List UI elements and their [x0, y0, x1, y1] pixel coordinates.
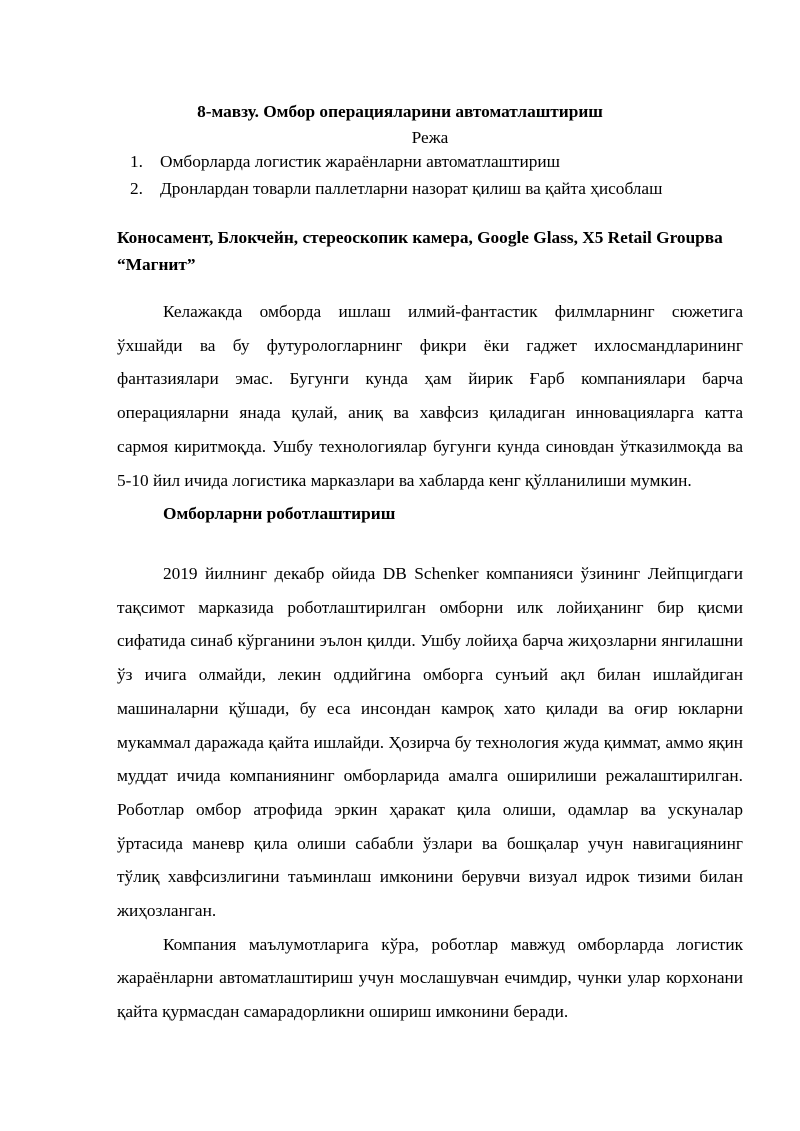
plan-item-text: Дронлардан товарли паллетларни назорат қилиш ва қайта ҳисоблаш	[160, 178, 663, 198]
body-text-block-2	[117, 557, 743, 1029]
document-title: 8-мавзу. Омбор операцияларини автоматлаштириш	[197, 102, 603, 121]
paragraph-company-data: Компания маълумотларига кўра, роботлар мавжуд омборларда логистик жараёнларни автоматлаштириш учун мослашувчан ечимдир, чунки улар корхонани қайта қурмасдан самарадорликни ошириш имконини беради.	[117, 934, 743, 1022]
plan-item-text: Омборларда логистик жараёнларни автоматлаштириш	[160, 152, 560, 171]
paragraph-robotization: 2019 йилнинг декабр ойида DB Schenker компанияси ўзининг Лейпцигдаги тақсимот марказида роботлаштирилган омборни илк лойиҳанинг бир қисми сифатида синаб кўрганини эълон қилди. Ушбу лойиҳа барча жиҳозларни янгилашни ўз ичига олмайди, лекин оддийгина омборга сунъий ақл билан ишлайдиган машиналарни қўшади, бу еса инсондан камроқ хато қилади ва оғир юкларни мукаммал даражада қайта ишлайди. Ҳозирча бу технология жуда қиммат, аммо яқин муддат ичида компаниянинг омборларида амалга оширилиши режалаштирилган. Роботлар омбор атрофида эркин ҳаракат қила олиши, одамлар ва ускуналар ўртасида маневр қила олиши сабабли ўзлари ва бошқалар учун навигациянинг тўлиқ хавфсизлигини таъминлаш имконини берувчи визуал идрок тизими билан жиҳозланган.	[117, 564, 743, 921]
section-heading: Омборларни роботлаштириш	[163, 504, 396, 524]
paragraph-intro: Келажакда омборда ишлаш илмий-фантастик филмларнинг сюжетига ўхшайди ва бу футурологларнинг фикри ёки гаджет ихлосмандларининг фантазиялари эмас. Бугунги кунда ҳам йирик Ғарб компаниялари барча операцияларни янада қулай, аниқ ва хавфсиз қиладиган инновацияларга катта сармоя киритмоқда. Ушбу технологиялар бугунги кунда синовдан ўтказилмоқда ва 5-10 йил ичида логистика марказлари ва хабларда кенг қўлланилиши мумкин.	[117, 302, 743, 490]
body-text-block-1	[117, 295, 743, 531]
plan-item	[130, 149, 662, 176]
plan-item	[130, 176, 662, 203]
plan-item-number: 2.	[130, 178, 143, 198]
plan-item-number: 1.	[130, 152, 143, 171]
plan-heading: Режа	[411, 128, 449, 147]
keywords: Коносамент, Блокчейн, стереоскопик камера, Google Glass, X5 Retail Groupва “Магнит”	[117, 228, 723, 274]
plan-list	[130, 149, 662, 202]
